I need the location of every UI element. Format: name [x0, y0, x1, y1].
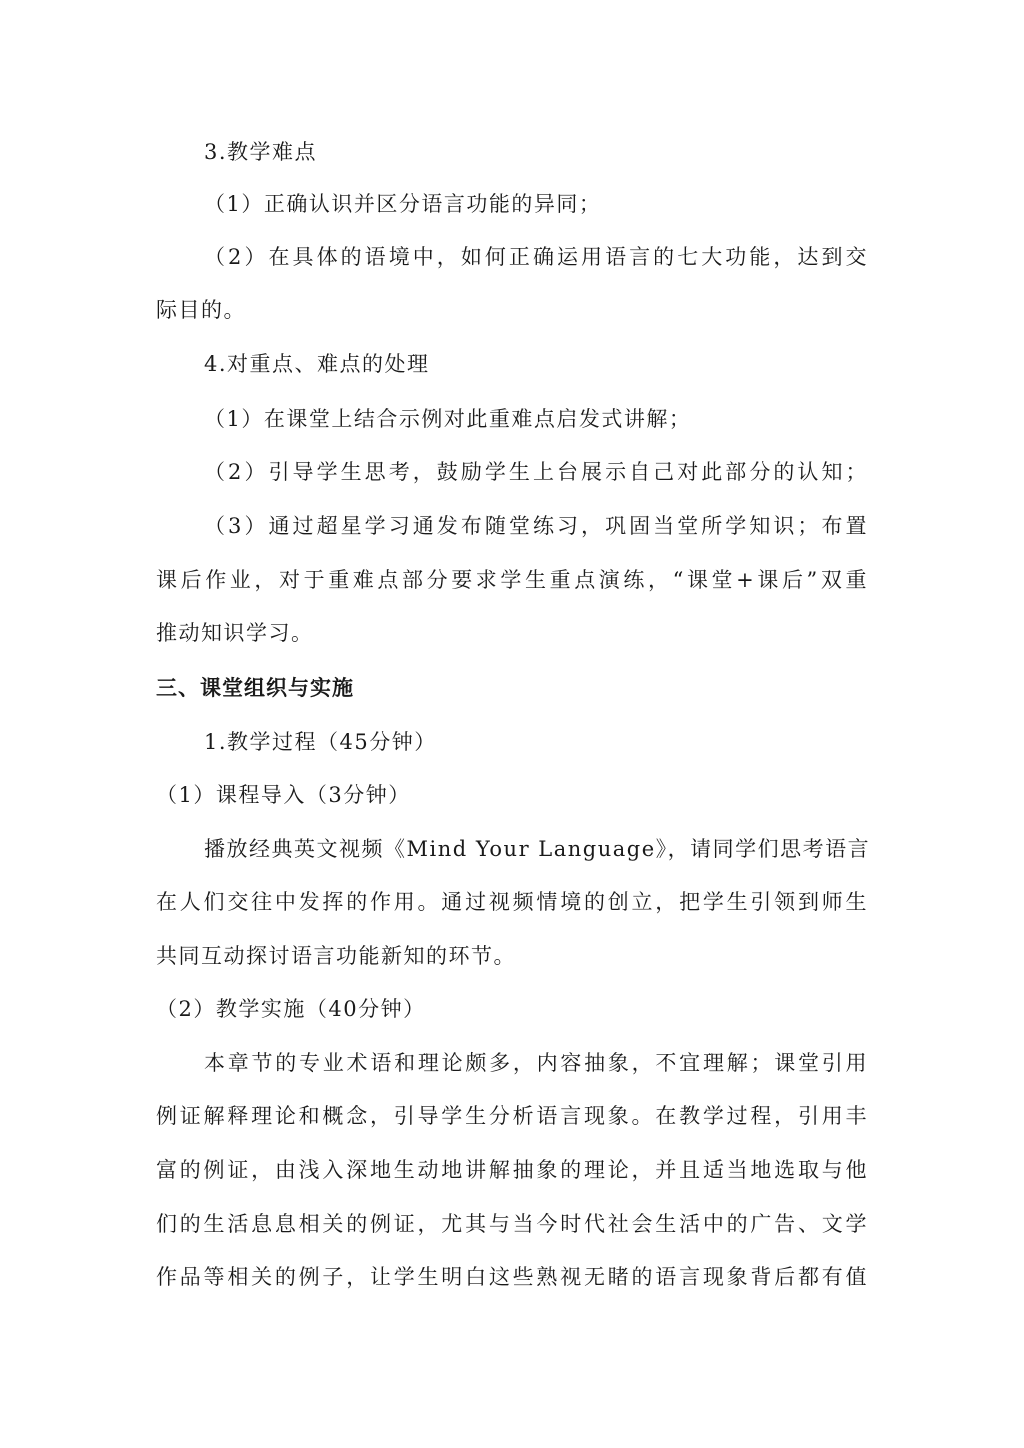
paragraph-line: 播放经典英文视频《Mind Your Language》，请同学们思考语言 — [204, 837, 871, 861]
subheading-teaching-implementation: （2）教学实施（40分钟） — [156, 997, 426, 1021]
subheading-teaching-process: 1.教学过程（45分钟） — [204, 730, 437, 754]
paragraph-line: 课后作业，对于重难点部分要求学生重点演练，“课堂+课后”双重 — [156, 568, 868, 592]
list-item: （3）通过超星学习通发布随堂练习，巩固当堂所学知识；布置 — [204, 514, 868, 538]
subheading-course-intro: （1）课程导入（3分钟） — [156, 783, 411, 807]
list-item: （1）正确认识并区分语言功能的异同； — [204, 192, 602, 216]
paragraph-line: 们的生活息息相关的例证，尤其与当今时代社会生活中的广告、文学 — [156, 1212, 868, 1236]
paragraph-line: 富的例证，由浅入深地生动地讲解抽象的理论，并且适当地选取与他 — [156, 1158, 868, 1182]
paragraph-line: 际目的。 — [156, 298, 246, 322]
list-item: （1）在课堂上结合示例对此重难点启发式讲解； — [204, 407, 692, 431]
list-item: （2）在具体的语境中，如何正确运用语言的七大功能，达到交 — [204, 245, 868, 269]
subheading-teaching-difficulties: 3.教学难点 — [204, 140, 318, 164]
list-item: （2）引导学生思考，鼓励学生上台展示自己对此部分的认知； — [204, 460, 868, 484]
paragraph-line: 在人们交往中发挥的作用。通过视频情境的创立，把学生引领到师生 — [156, 890, 868, 914]
section-heading: 三、课堂组织与实施 — [156, 676, 354, 700]
paragraph-line: 共同互动探讨语言功能新知的环节。 — [156, 944, 516, 968]
paragraph-line: 例证解释理论和概念，引导学生分析语言现象。在教学过程，引用丰 — [156, 1104, 868, 1128]
paragraph-line: 推动知识学习。 — [156, 621, 314, 645]
paragraph-line: 本章节的专业术语和理论颇多，内容抽象，不宜理解；课堂引用 — [204, 1051, 868, 1075]
subheading-handling: 4.对重点、难点的处理 — [204, 352, 430, 376]
paragraph-line: 作品等相关的例子，让学生明白这些熟视无睹的语言现象背后都有值 — [156, 1265, 868, 1289]
